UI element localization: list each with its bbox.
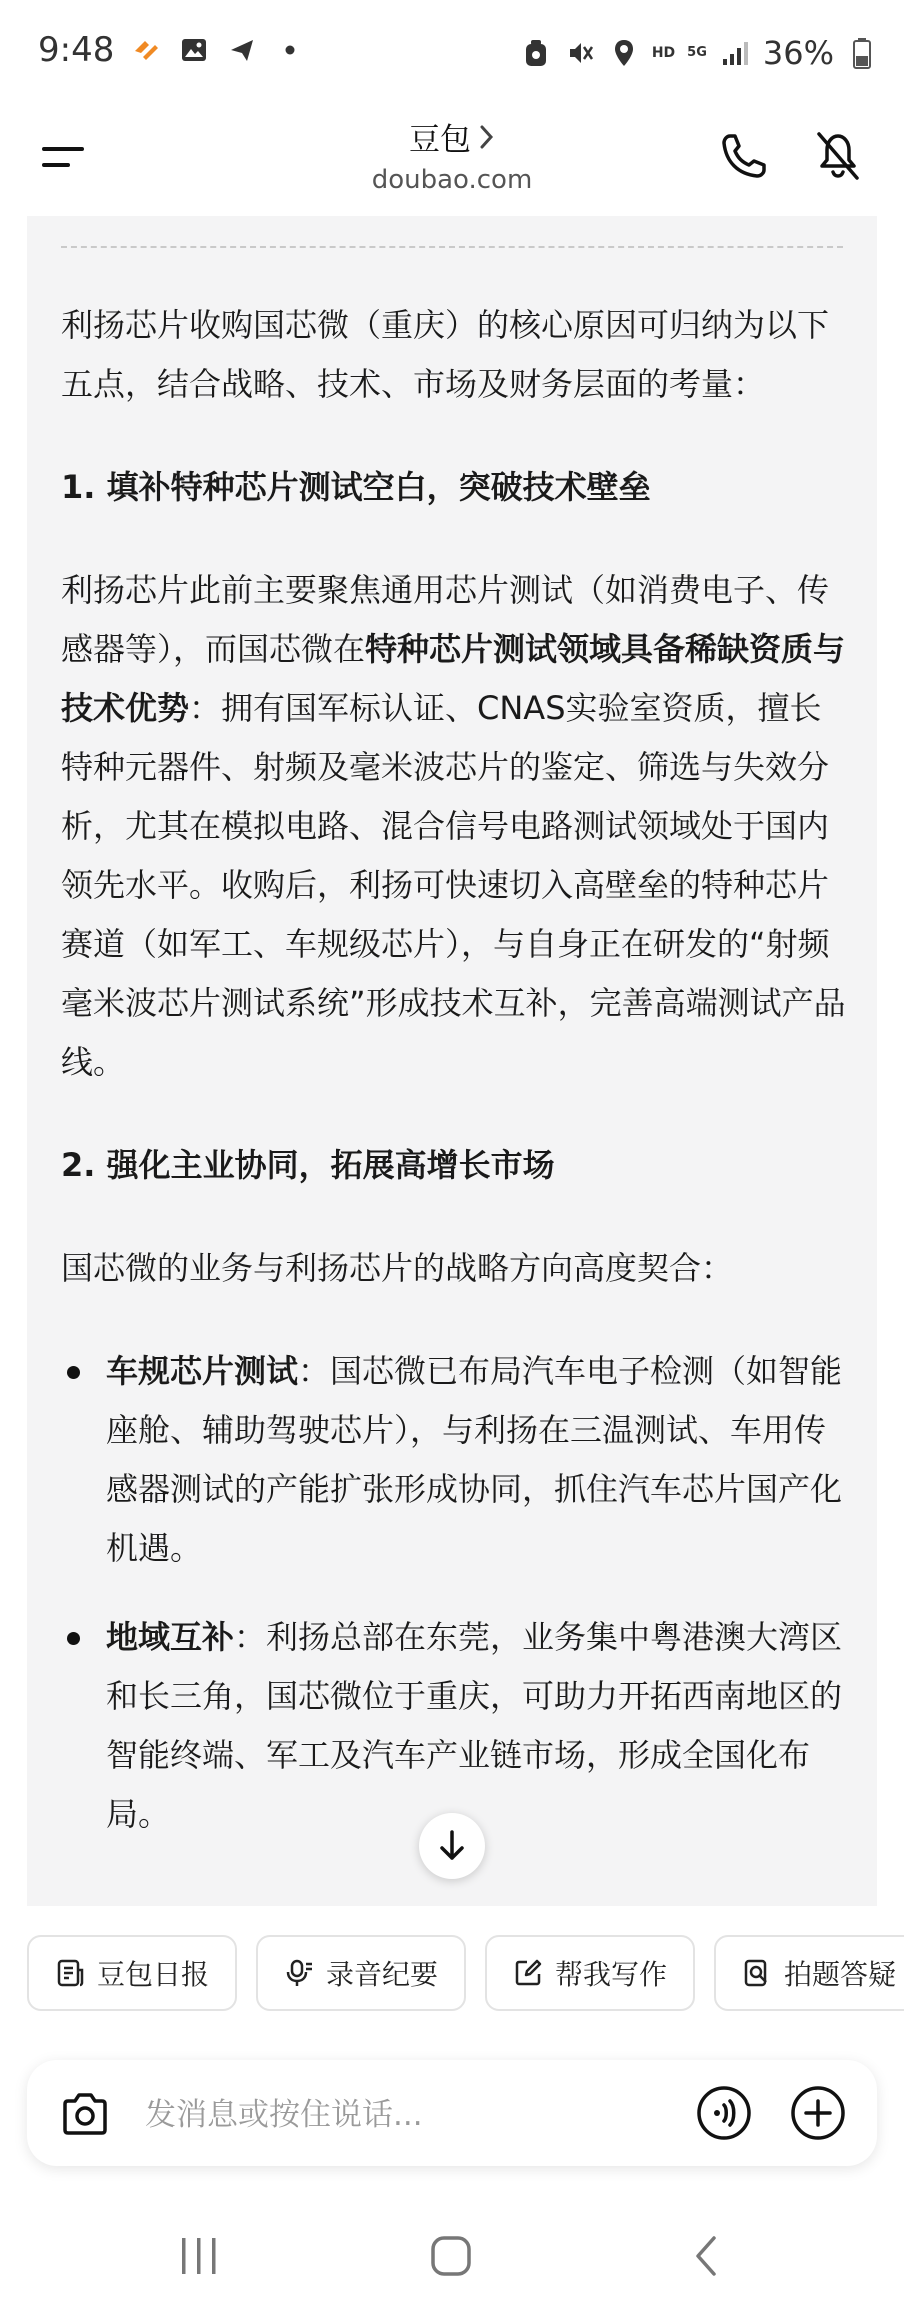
section-1-text-b: ：拥有国军标认证、CNAS实验室资质，擅长特种元器件、射频及毫米波芯片的鉴定、筛选与失效分析，尤其在模拟电路、混合信号电路测试领域处于国内领先水平。收购后，利扬可快速切入高壁垒的特种芯片赛道（如军工、车规级芯片），与自身正在研发的“射频毫米波芯片测试系统”形成技术互补，完善高端测试产品线。	[61, 689, 846, 1081]
bullet-dot-icon	[67, 1366, 80, 1379]
location-icon	[608, 37, 640, 69]
chip-photo-question[interactable]	[714, 1935, 904, 2011]
daily-report-icon	[55, 1958, 85, 1988]
status-right	[520, 34, 878, 72]
message-content	[27, 216, 877, 1906]
list-item-text: ：国芯微已布局汽车电子检测（如智能座舱、辅助驾驶芯片），与利扬在三温测试、车用传感器测试的产能扩张形成协同，抓住汽车芯片国产化机遇。	[106, 1352, 843, 1567]
top-app-bar	[0, 110, 904, 210]
scroll-to-bottom-button[interactable]	[419, 1813, 485, 1879]
recents-icon	[178, 2236, 220, 2276]
home-icon	[429, 2234, 473, 2278]
list-item	[61, 1608, 851, 1844]
list-item-text: ：利扬总部在东莞，业务集中粤港澳大湾区和长三角，国芯微位于重庆，可助力开拓西南地区的智能终端、军工及汽车产业链市场，形成全国化布局。	[106, 1618, 843, 1833]
chip-label: 帮我写作	[555, 1958, 668, 1991]
quick-actions	[27, 1935, 904, 2011]
gallery-icon	[178, 34, 210, 66]
add-attachment-button[interactable]	[789, 2084, 847, 2142]
home-button[interactable]	[429, 2234, 473, 2278]
recents-button[interactable]	[178, 2236, 220, 2276]
page-title: 豆包	[409, 122, 471, 158]
edit-icon	[513, 1958, 543, 1988]
status-time: 9:48	[38, 30, 115, 70]
photo-question-icon	[742, 1958, 772, 1988]
message-input[interactable]	[143, 2086, 687, 2144]
chip-daily-report[interactable]	[27, 1935, 237, 2011]
plus-circle-icon	[789, 2084, 847, 2142]
answer-article	[61, 296, 851, 1874]
back-chevron-icon	[690, 2234, 722, 2278]
voice-wave-icon	[695, 2084, 753, 2142]
section-1-paragraph	[61, 561, 851, 1092]
camera-button[interactable]	[57, 2086, 113, 2142]
voice-call-button[interactable]	[695, 2084, 753, 2142]
dot-icon	[274, 34, 306, 66]
bullet-dot-icon	[67, 1632, 80, 1645]
chip-recording-notes[interactable]	[256, 1935, 466, 2011]
status-bar	[0, 0, 904, 110]
call-button[interactable]	[718, 130, 770, 182]
system-nav-bar	[0, 2190, 904, 2316]
mute-button[interactable]	[810, 128, 866, 184]
battery-icon	[846, 37, 878, 69]
bullet-list	[61, 1342, 851, 1844]
list-item	[61, 1342, 851, 1578]
chip-label: 录音纪要	[326, 1958, 439, 1991]
list-item-title: 车规芯片测试	[106, 1352, 299, 1390]
network-label: 5G	[687, 45, 707, 60]
section-1-bold: 特种芯片测试领域具备稀缺资质与技术优势	[61, 630, 846, 727]
app-notification-icon	[130, 34, 162, 66]
phone-icon	[718, 130, 770, 182]
vibrate-mute-icon	[564, 37, 596, 69]
section-2-intro: 国芯微的业务与利扬芯片的战略方向高度契合：	[61, 1249, 734, 1287]
section-2-heading: 2. 强化主业协同，拓展高增长市场	[61, 1146, 555, 1184]
page-subtitle: doubao.com	[371, 165, 533, 195]
hd-label: HD	[651, 45, 676, 61]
message-composer	[27, 2060, 877, 2166]
chip-help-write[interactable]	[485, 1935, 695, 2011]
mic-off-icon	[810, 128, 866, 184]
arrow-down-icon	[437, 1829, 467, 1863]
list-item-title: 地域互补	[106, 1618, 235, 1656]
battery-percent: 36%	[762, 34, 834, 72]
intro-paragraph: 利扬芯片收购国芯微（重庆）的核心原因可归纳为以下五点，结合战略、技术、市场及财务层面的考量：	[61, 306, 830, 403]
back-button[interactable]	[690, 2234, 722, 2278]
camera-icon	[57, 2086, 113, 2142]
microphone-icon	[284, 1958, 314, 1988]
chip-label: 拍题答疑	[784, 1958, 897, 1991]
signal-icon	[719, 37, 751, 69]
alarm-lock-icon	[520, 37, 552, 69]
divider	[61, 246, 843, 248]
section-1-text-a: 利扬芯片此前主要聚焦通用芯片测试（如消费电子、传感器等），而国芯微在	[61, 571, 830, 668]
send-icon	[226, 34, 258, 66]
chip-label: 豆包日报	[97, 1958, 210, 1991]
chevron-right-icon	[479, 124, 495, 150]
status-left	[38, 30, 306, 70]
section-1-heading: 1. 填补特种芯片测试空白，突破技术壁垒	[61, 468, 651, 506]
